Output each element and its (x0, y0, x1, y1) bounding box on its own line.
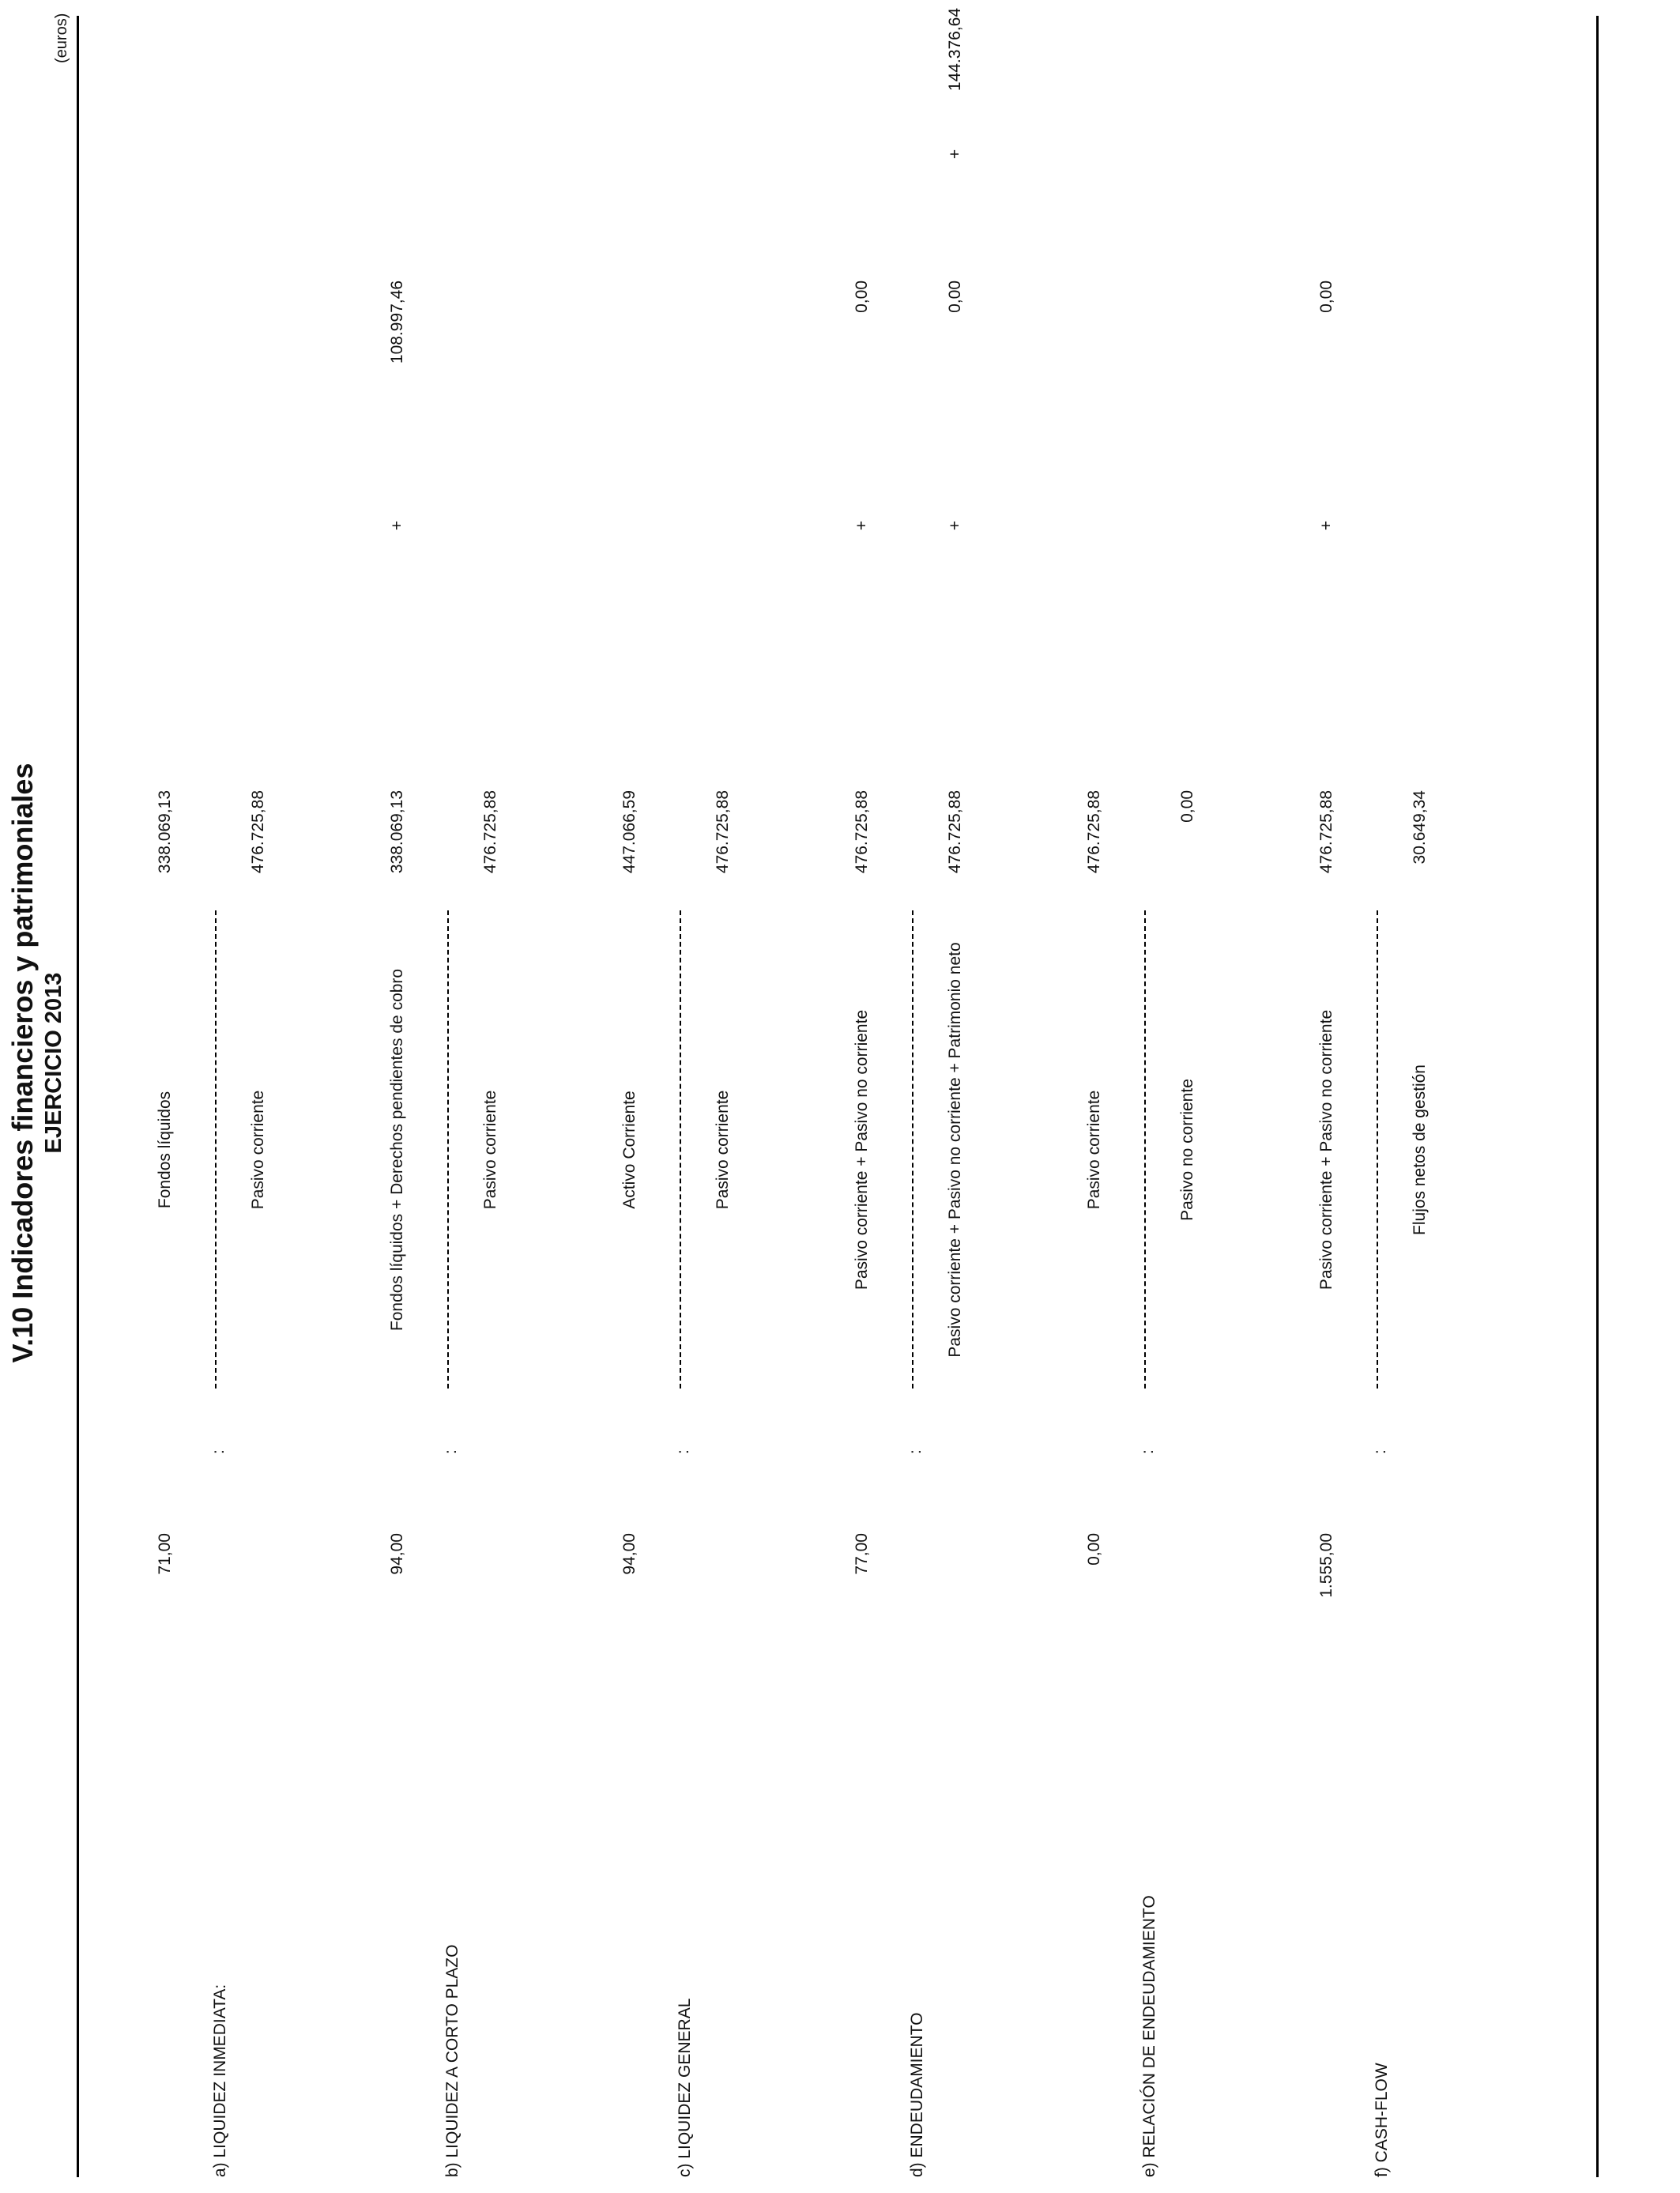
numerator-label: Pasivo corriente + Pasivo no corriente (1317, 1009, 1335, 1291)
plus-sign: + (388, 520, 406, 531)
colon-separator: : (1371, 1449, 1389, 1454)
colon-separator: : (906, 1449, 925, 1454)
fraction-line (447, 910, 449, 1389)
indicator-label: e) RELACIÓN DE ENDEUDAMIENTO (1140, 1895, 1158, 2177)
numerator-label: Fondos líquidos (156, 1091, 174, 1209)
denominator-label: Flujos netos de gestión (1411, 1064, 1429, 1235)
fraction-line (680, 910, 681, 1389)
numerator-amount: 0,00 (853, 281, 871, 313)
denominator-label: Pasivo corriente (481, 1090, 499, 1210)
denominator-amount: 30.649,34 (1411, 790, 1429, 865)
numerator-amount: 0,00 (1317, 281, 1335, 313)
denominator-amount: 476.725,88 (481, 790, 499, 874)
colon-separator: : (1139, 1449, 1157, 1454)
report-subtitle: EJERCICIO 2013 (41, 972, 66, 1154)
numerator-amount: 476.725,88 (1317, 790, 1335, 874)
denominator-amount: 476.725,88 (946, 790, 964, 874)
numerator-label: Activo Corriente (620, 1091, 638, 1209)
denominator-amount: 144.376,64 (946, 8, 964, 92)
indicator-label: a) LIQUIDEZ INMEDIATA: (211, 1984, 229, 2177)
numerator-amount: 447.066,59 (620, 790, 638, 874)
denominator-label: Pasivo corriente + Pasivo no corriente + Patrimonio neto (946, 942, 964, 1358)
denominator-amount: 476.725,88 (714, 790, 732, 874)
indicator-label: d) ENDEUDAMIENTO (908, 2012, 926, 2177)
indicator-value: 94,00 (620, 1533, 638, 1575)
fraction-line (215, 910, 217, 1389)
denominator-label: Pasivo corriente (714, 1090, 732, 1210)
plus-sign: + (946, 520, 964, 531)
indicator-value: 0,00 (1085, 1533, 1103, 1566)
denominator-amount: 0,00 (946, 281, 964, 313)
numerator-amount: 338.069,13 (156, 790, 174, 874)
plus-sign: + (946, 149, 964, 160)
indicator-label: c) LIQUIDEZ GENERAL (676, 1998, 694, 2177)
units-note: (euros) (53, 13, 70, 63)
numerator-amount: 476.725,88 (853, 790, 871, 874)
report-title: V.10 Indicadores financieros y patrimoniales (6, 763, 39, 1363)
numerator-label: Fondos líquidos + Derechos pendientes de cobro (388, 968, 406, 1332)
denominator-label: Pasivo no corriente (1178, 1079, 1196, 1221)
colon-separator: : (209, 1449, 228, 1454)
denominator-amount: 476.725,88 (249, 790, 267, 874)
numerator-amount: 108.997,46 (388, 281, 406, 364)
plus-sign: + (853, 520, 871, 531)
colon-separator: : (442, 1449, 460, 1454)
numerator-amount: 476.725,88 (1085, 790, 1103, 874)
indicator-label: f) CASH-FLOW (1373, 2063, 1391, 2177)
indicator-value: 94,00 (388, 1533, 406, 1575)
denominator-label: Pasivo corriente (249, 1090, 267, 1210)
top-rule (77, 16, 79, 2177)
indicator-value: 77,00 (853, 1533, 871, 1575)
denominator-amount: 0,00 (1178, 790, 1196, 823)
numerator-amount: 338.069,13 (388, 790, 406, 874)
numerator-label: Pasivo corriente (1085, 1090, 1103, 1210)
indicator-value: 1.555,00 (1317, 1533, 1335, 1598)
fraction-line (1377, 910, 1378, 1389)
fraction-line (912, 910, 913, 1389)
bottom-rule (1596, 16, 1599, 2177)
numerator-label: Pasivo corriente + Pasivo no corriente (853, 1009, 871, 1291)
plus-sign: + (1317, 520, 1335, 531)
indicator-value: 71,00 (156, 1533, 174, 1575)
colon-separator: : (674, 1449, 692, 1454)
fraction-line (1144, 910, 1146, 1389)
indicator-label: b) LIQUIDEZ A CORTO PLAZO (443, 1944, 461, 2177)
